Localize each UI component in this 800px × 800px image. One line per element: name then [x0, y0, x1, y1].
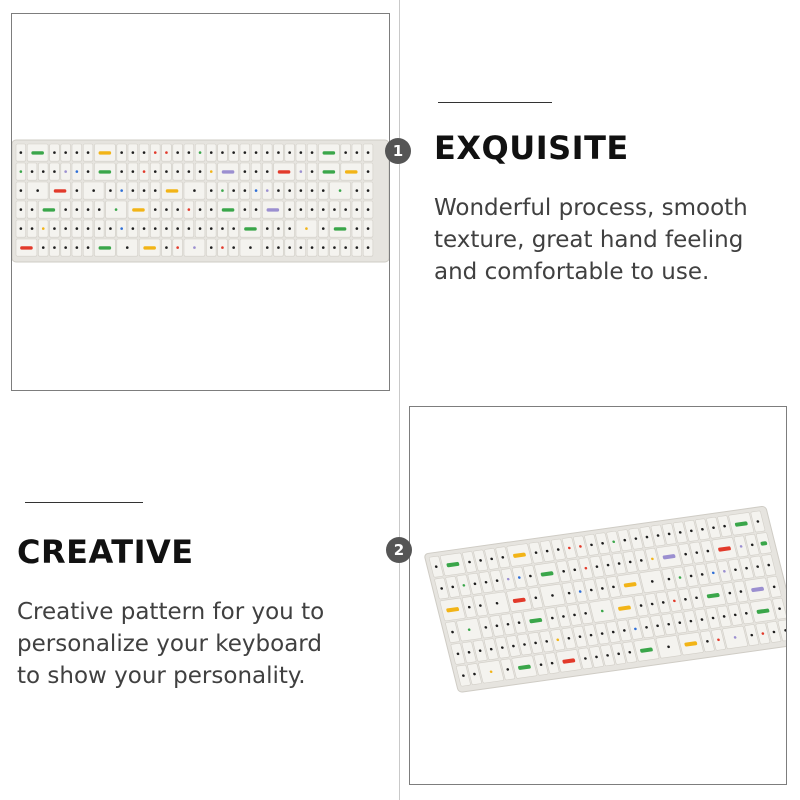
keycap-legend-dot — [356, 151, 359, 154]
keycap-legend-dot — [98, 208, 101, 211]
keycap-legend-dot — [266, 151, 269, 154]
keycap-legend-dot — [311, 151, 314, 154]
keycap-legend-dot — [367, 189, 370, 192]
keycap-legend-dot — [300, 208, 303, 211]
section2-title: CREATIVE — [17, 533, 194, 571]
keycap-legend-dot — [132, 227, 135, 230]
section2-number-badge: 2 — [386, 537, 412, 563]
keycap-legend-dot — [20, 189, 23, 192]
keycap-legend-dot — [64, 246, 67, 249]
keycap-legend-dot — [87, 208, 90, 211]
keycap-legend-bar — [54, 189, 67, 192]
keycap-legend-dot — [64, 170, 67, 173]
keycap-legend-dot — [115, 208, 118, 211]
keycap-legend-dot — [76, 208, 79, 211]
keycap-legend-dot — [356, 189, 359, 192]
section1-number-badge: 1 — [385, 138, 411, 164]
keycap-legend-dot — [64, 151, 67, 154]
keycap-legend-dot — [311, 170, 314, 173]
keycap-legend-dot — [188, 151, 191, 154]
keycap-legend-dot — [367, 246, 370, 249]
keycap-legend-dot — [300, 246, 303, 249]
keycap-legend-dot — [143, 170, 146, 173]
keycap-legend-dot — [20, 208, 23, 211]
keycap-legend-dot — [288, 227, 291, 230]
keycap-legend-dot — [300, 151, 303, 154]
keycap-legend-bar — [222, 208, 235, 211]
keycap-legend-dot — [300, 170, 303, 173]
section1-line: texture, great hand feeling — [434, 227, 744, 253]
keycap-legend-bar — [132, 208, 145, 211]
keycap-legend-dot — [333, 246, 336, 249]
keycap-legend-dot — [154, 189, 157, 192]
keycap-legend-dot — [367, 208, 370, 211]
keycap-legend-dot — [176, 170, 179, 173]
keycap-legend-dot — [199, 151, 202, 154]
keycap-legend-dot — [53, 170, 56, 173]
keycap-legend-dot — [356, 246, 359, 249]
section2-line: Creative pattern for you to — [17, 599, 325, 625]
keycap-legend-dot — [143, 151, 146, 154]
keycap-legend-dot — [322, 227, 325, 230]
section2-line: personalize your keyboard — [17, 631, 322, 657]
keycap-legend-bar — [99, 170, 112, 173]
keycap-legend-dot — [367, 227, 370, 230]
keycap-legend-dot — [193, 189, 196, 192]
keycap-legend-dot — [20, 227, 23, 230]
keycap-legend-bar — [334, 227, 347, 230]
keycap-legend-dot — [42, 170, 45, 173]
keycap-legend-dot — [255, 151, 258, 154]
keycap-legend-dot — [76, 246, 79, 249]
keycap-legend-dot — [154, 151, 157, 154]
section1-title: EXQUISITE — [434, 129, 629, 167]
keycap-legend-dot — [311, 208, 314, 211]
keycap-legend-dot — [356, 208, 359, 211]
keycap-legend-dot — [277, 151, 280, 154]
keycap-legend-dot — [249, 246, 252, 249]
keycap-legend-dot — [31, 170, 34, 173]
keycap-legend-dot — [232, 246, 235, 249]
keycap-legend-dot — [193, 246, 196, 249]
keycap-legend-dot — [120, 151, 123, 154]
keycap-legend-bar — [20, 246, 33, 249]
keycap-legend-dot — [232, 189, 235, 192]
keycap-legend-dot — [76, 170, 79, 173]
keycap-legend-dot — [176, 246, 179, 249]
section1-line: Wonderful process, smooth — [434, 195, 748, 221]
keycap-legend-bar — [99, 151, 112, 154]
keycap-legend-dot — [210, 151, 213, 154]
keycap-legend-dot — [188, 208, 191, 211]
keycap-legend-dot — [333, 208, 336, 211]
keyboard-photo-front — [11, 13, 390, 391]
keycap-legend-dot — [53, 151, 56, 154]
keycap-legend-dot — [132, 151, 135, 154]
keycap-legend-dot — [143, 227, 146, 230]
keycap-legend-dot — [165, 208, 168, 211]
keycap-legend-dot — [210, 208, 213, 211]
keycap-legend-bar — [143, 246, 156, 249]
keycap-legend-dot — [244, 208, 247, 211]
keycap-legend-dot — [277, 227, 280, 230]
keycap-legend-dot — [266, 189, 269, 192]
keycap-legend-dot — [120, 189, 123, 192]
keyboard-angled-illustration — [410, 407, 786, 784]
keycap-legend-dot — [367, 151, 370, 154]
keyboard-photo-angled — [409, 406, 787, 785]
keycap-legend-dot — [76, 151, 79, 154]
keycap-legend-dot — [132, 189, 135, 192]
keycap-legend-dot — [311, 189, 314, 192]
keycap-legend-dot — [154, 170, 157, 173]
keycap-legend-dot — [221, 189, 224, 192]
keycap-legend-dot — [87, 246, 90, 249]
keycap-legend-dot — [31, 227, 34, 230]
keycap-legend-dot — [344, 208, 347, 211]
keycap-legend-dot — [176, 208, 179, 211]
keycap-legend-dot — [232, 227, 235, 230]
keycap-legend-dot — [126, 246, 129, 249]
keycap-legend-dot — [154, 227, 157, 230]
keycap-legend-dot — [255, 208, 258, 211]
keycap-legend-bar — [244, 227, 257, 230]
keycap-legend-bar — [31, 151, 44, 154]
keycap-legend-dot — [288, 151, 291, 154]
keycap-legend-dot — [199, 170, 202, 173]
keycap-legend-dot — [339, 189, 342, 192]
keycap-legend-dot — [87, 227, 90, 230]
keycap-legend-dot — [176, 151, 179, 154]
keycap-legend-dot — [53, 246, 56, 249]
keycap-legend-dot — [154, 208, 157, 211]
keycap-legend-dot — [356, 227, 359, 230]
keycap-legend-dot — [199, 227, 202, 230]
keycap-legend-dot — [305, 227, 308, 230]
keycap-legend-dot — [64, 208, 67, 211]
keycap-legend-dot — [277, 189, 280, 192]
keycap-legend-dot — [210, 189, 213, 192]
keycap-legend-dot — [244, 170, 247, 173]
keycap-legend-dot — [199, 208, 202, 211]
keycap-legend-dot — [87, 170, 90, 173]
keycap-legend-bar — [267, 208, 280, 211]
section1-rule — [438, 102, 552, 103]
keycap-legend-bar — [323, 170, 336, 173]
keycap-legend-dot — [232, 151, 235, 154]
keycap-legend-dot — [109, 227, 112, 230]
keycap-legend-dot — [221, 227, 224, 230]
keycap-legend-dot — [188, 170, 191, 173]
keycap-legend-dot — [20, 151, 23, 154]
keycap-legend-dot — [367, 170, 370, 173]
keycap-legend-bar — [278, 170, 291, 173]
keycap-legend-dot — [322, 208, 325, 211]
keycap-legend-dot — [244, 151, 247, 154]
keycap-legend-dot — [300, 189, 303, 192]
keycap-legend-dot — [64, 227, 67, 230]
section1-line: and comfortable to use. — [434, 259, 710, 285]
keycap-legend-bar — [166, 189, 179, 192]
keycap-legend-bar — [43, 208, 56, 211]
keycap-legend-dot — [92, 189, 95, 192]
keycap-legend-dot — [42, 227, 45, 230]
section2-rule — [25, 502, 143, 503]
keycap-legend-dot — [322, 246, 325, 249]
keycap-legend-dot — [20, 170, 23, 173]
keycap-legend-dot — [109, 189, 112, 192]
keycap-legend-dot — [76, 189, 79, 192]
keycap-legend-dot — [165, 227, 168, 230]
keycap-legend-dot — [132, 170, 135, 173]
keycap-legend-dot — [344, 246, 347, 249]
keycap-legend-dot — [266, 246, 269, 249]
keycap-legend-dot — [344, 151, 347, 154]
section2-line: to show your personality. — [17, 663, 306, 689]
keycap-legend-dot — [165, 170, 168, 173]
keycap-legend-dot — [36, 189, 39, 192]
keycap-legend-dot — [288, 208, 291, 211]
keycap-legend-dot — [311, 246, 314, 249]
keycap-legend-dot — [266, 170, 269, 173]
keycap-legend-dot — [255, 170, 258, 173]
keycap-legend-dot — [176, 227, 179, 230]
keycap-legend-dot — [221, 246, 224, 249]
keycap-legend-bar — [323, 151, 336, 154]
keycap-legend-bar — [222, 170, 235, 173]
keycap-legend-dot — [322, 189, 325, 192]
keycap-legend-dot — [165, 246, 168, 249]
section2-description — [17, 596, 357, 692]
keycap-legend-dot — [210, 170, 213, 173]
keycap-legend-dot — [210, 246, 213, 249]
keycap-legend-dot — [87, 151, 90, 154]
keycap-legend-dot — [288, 189, 291, 192]
keycap-legend-dot — [266, 227, 269, 230]
section1-description — [434, 192, 774, 288]
keycap-legend-dot — [31, 208, 34, 211]
center-divider — [399, 0, 400, 800]
keycap-legend-dot — [98, 227, 101, 230]
keycap-legend-dot — [42, 246, 45, 249]
keycap-legend-bar — [345, 170, 358, 173]
keycap-legend-bar — [99, 246, 112, 249]
keycap-legend-dot — [288, 246, 291, 249]
keycap-legend-dot — [244, 189, 247, 192]
keycap-legend-dot — [53, 227, 56, 230]
keycap-legend-dot — [143, 189, 146, 192]
keycap-legend-dot — [188, 227, 191, 230]
keycap-legend-dot — [76, 227, 79, 230]
keyboard-front-illustration — [12, 14, 389, 390]
keycap-legend-dot — [120, 170, 123, 173]
keycap-legend-dot — [277, 246, 280, 249]
keycap-legend-dot — [165, 151, 168, 154]
keycap-legend-dot — [120, 227, 123, 230]
keycap-legend-dot — [221, 151, 224, 154]
keycap-legend-dot — [210, 227, 213, 230]
keycap-legend-dot — [255, 189, 258, 192]
